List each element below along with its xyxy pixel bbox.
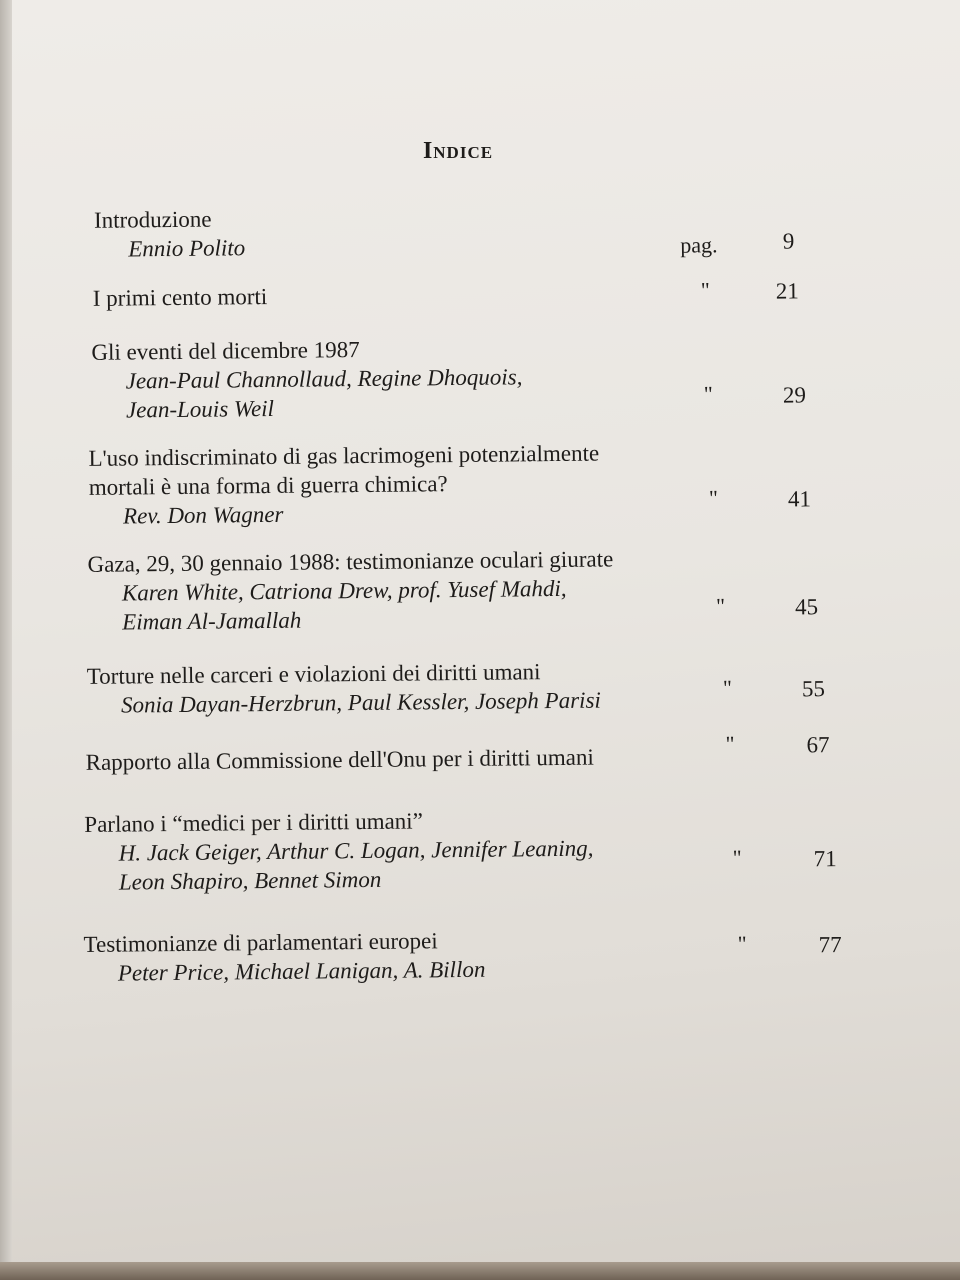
page-number: 45 [794, 594, 819, 620]
page-title: Indice [422, 138, 494, 164]
page-marker: pag. [680, 232, 718, 258]
entry-author: Jean-Paul Channollaud, Regine Dhoquois, [125, 364, 523, 394]
entry-author: Sonia Dayan-Herzbrun, Paul Kessler, Joseph Parisi [120, 687, 601, 718]
entry-author: Leon Shapiro, Bennet Simon [118, 866, 382, 895]
entry-title: Gli eventi del dicembre 1987 [91, 337, 360, 365]
page-number: 41 [787, 486, 812, 512]
toc-entry-gaza [87, 544, 614, 636]
entry-title: Introduzione [93, 206, 212, 233]
entry-author: Eiman Al-Jamallah [122, 607, 302, 635]
entry-author: Karen White, Catriona Drew, prof. Yusef Mahdi, [121, 575, 567, 606]
entry-author: Jean-Louis Weil [125, 395, 275, 423]
page-number: 71 [813, 846, 837, 872]
page-marker: " [703, 381, 713, 407]
table-surface-edge [0, 1262, 960, 1280]
page-marker: " [725, 731, 735, 757]
entry-author: Rev. Don Wagner [122, 501, 284, 529]
page-number: 21 [775, 278, 799, 304]
entry-title: L'uso indiscriminato di gas lacrimogeni potenzialmente [88, 440, 600, 471]
entry-title: I primi cento morti [92, 284, 268, 311]
entry-title: Gaza, 29, 30 gennaio 1988: testimonianze oculari giurate [87, 546, 614, 577]
page-marker: " [708, 485, 719, 511]
entry-author: Ennio Polito [128, 235, 246, 262]
toc-entry-eventi-dicembre [91, 333, 523, 425]
page-marker: " [722, 675, 733, 701]
page-marker: " [715, 593, 726, 619]
toc-entry-torture [87, 657, 601, 720]
page-marker: " [732, 845, 742, 871]
entry-title: Testimonianze di parlamentari europei [83, 928, 438, 957]
page-number: 55 [801, 676, 826, 702]
toc-entry-medici [84, 805, 594, 897]
toc-entry-rapporto-onu [86, 743, 594, 777]
toc-entry-gas-lacrimogeni [88, 439, 600, 531]
page-number: 67 [806, 732, 830, 758]
entry-title: mortali è una forma di guerra chimica? [88, 471, 448, 500]
entry-title: Torture nelle carceri e violazioni dei diritti umani [86, 659, 541, 689]
page-number: 9 [782, 228, 795, 254]
entry-title: Rapporto alla Commissione dell'Onu per i diritti umani [85, 744, 594, 775]
page-marker: " [737, 931, 747, 957]
page-number: 77 [818, 932, 842, 958]
toc-entry-primi-cento-morti [93, 282, 268, 313]
page-marker: " [700, 277, 710, 303]
entry-title: Parlano i “medici per i diritti umani” [84, 808, 423, 837]
entry-author: H. Jack Geiger, Arthur C. Logan, Jennifer Leaning, [118, 835, 594, 866]
entry-author: Peter Price, Michael Lanigan, A. Billon [117, 956, 486, 986]
toc-entry-parlamentari [83, 926, 485, 988]
toc-entry-introduzione [94, 204, 246, 264]
page-number: 29 [782, 382, 807, 408]
